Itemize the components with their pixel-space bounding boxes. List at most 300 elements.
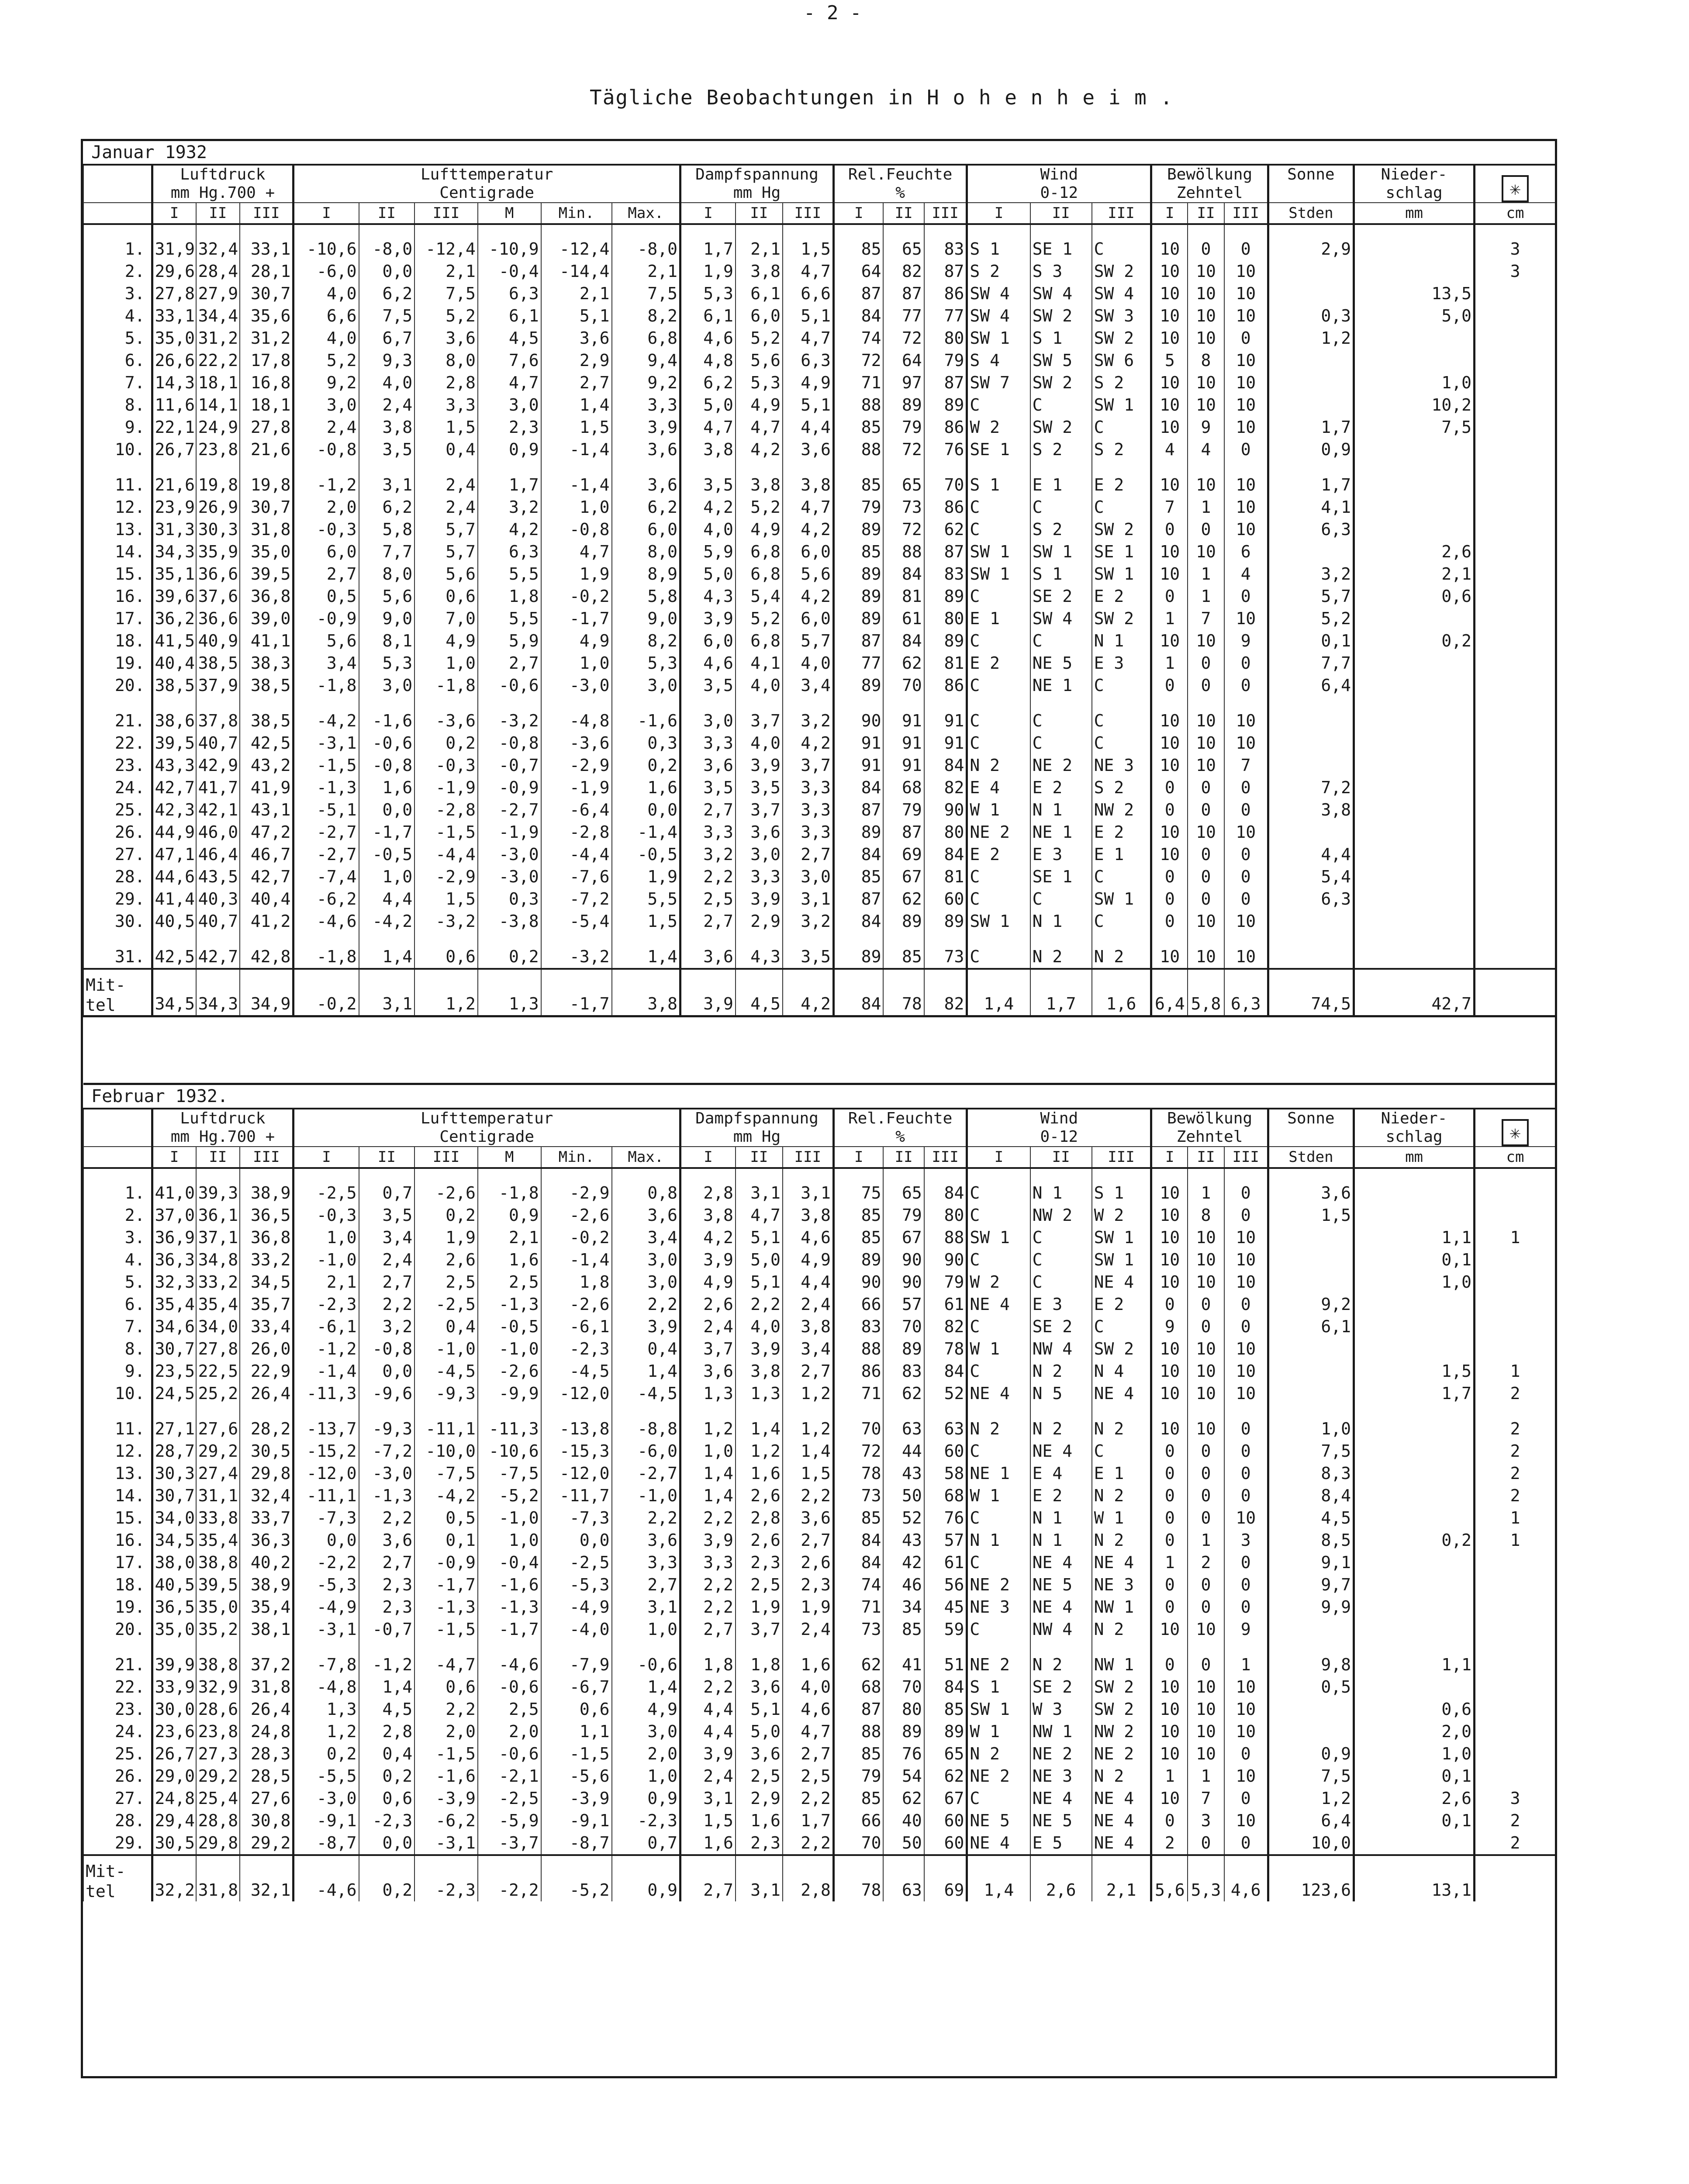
value-cell: S 2 (1092, 439, 1151, 461)
value-cell: 10 (1151, 754, 1188, 777)
day-number: 11. (83, 474, 152, 496)
value-cell: 1,4 (612, 946, 680, 969)
value-cell: 29,2 (196, 1440, 240, 1462)
day-number: 2. (83, 1204, 152, 1227)
day-number: 8. (83, 1338, 152, 1360)
value-cell: E 1 (967, 608, 1030, 630)
value-cell: 10 (1151, 1338, 1188, 1360)
value-cell: 2,0 (414, 1721, 478, 1743)
value-cell: 0,2 (414, 732, 478, 754)
value-cell: -1,4 (541, 474, 612, 496)
header-feuchte: Rel.Feuchte (833, 1109, 967, 1128)
spacer-cell (152, 1405, 196, 1418)
value-cell: 83 (924, 563, 967, 585)
value-cell: 2,2 (680, 866, 736, 888)
mittel-value: 3,1 (359, 969, 415, 1016)
mittel-value: 0,9 (612, 1855, 680, 1901)
value-cell: 0,8 (612, 1182, 680, 1204)
value-cell: 0 (1224, 1574, 1268, 1596)
value-cell (1475, 910, 1555, 933)
value-cell: -13,8 (541, 1418, 612, 1440)
day-number: 1. (83, 238, 152, 260)
spacer-cell (240, 224, 294, 238)
value-cell: 2,4 (680, 1316, 736, 1338)
value-cell: 0,0 (294, 1529, 359, 1552)
spacer-cell (478, 697, 541, 710)
value-cell: 38,8 (196, 1552, 240, 1574)
spacer-cell (967, 1168, 1030, 1182)
day-number: 3. (83, 283, 152, 305)
value-cell: -0,5 (359, 843, 415, 866)
value-cell: 89 (924, 1721, 967, 1743)
value-cell: 2,2 (359, 1293, 415, 1316)
value-cell: 6,1 (1268, 1316, 1354, 1338)
value-cell: 10 (1151, 1182, 1188, 1204)
value-cell: SW 1 (1092, 563, 1151, 585)
value-cell: 9 (1224, 1618, 1268, 1641)
value-cell: -3,2 (541, 946, 612, 969)
value-cell: 3,9 (736, 888, 783, 910)
value-cell: 2,1 (414, 260, 478, 283)
separator-cell (83, 1016, 1555, 1084)
value-cell: 10 (1224, 496, 1268, 518)
value-cell: -1,8 (478, 1182, 541, 1204)
value-cell: 3,6 (414, 327, 478, 349)
value-cell: 6,6 (294, 305, 359, 327)
spacer-row (83, 224, 1555, 238)
value-cell: 0 (1151, 1462, 1188, 1485)
value-cell (1354, 1596, 1475, 1618)
value-cell: 10 (1224, 1338, 1268, 1360)
value-cell: N 2 (1092, 1418, 1151, 1440)
value-cell: E 2 (1030, 777, 1092, 799)
spacer-cell (924, 461, 967, 474)
mittel-value: -5,2 (541, 1855, 612, 1901)
day-row (83, 1338, 1555, 1360)
value-cell: 0,5 (414, 1507, 478, 1529)
value-cell: -8,7 (294, 1832, 359, 1855)
value-cell: 80 (924, 327, 967, 349)
value-cell: 10 (1188, 732, 1224, 754)
value-cell (1475, 732, 1555, 754)
value-cell: -4,6 (478, 1654, 541, 1676)
value-cell: -0,8 (294, 439, 359, 461)
value-cell: 1,0 (541, 652, 612, 674)
day-row (83, 843, 1555, 866)
header-feuchte: Rel.Feuchte (833, 165, 967, 184)
value-cell: 40,7 (196, 732, 240, 754)
spacer-cell (680, 1641, 736, 1654)
value-cell: 9,2 (294, 372, 359, 394)
value-cell: S 2 (1030, 518, 1092, 541)
header-luftdruck_unit: mm Hg.700 + (152, 1128, 294, 1147)
value-cell: 4,7 (783, 496, 834, 518)
value-cell: 89 (833, 518, 883, 541)
value-cell: 2,8 (414, 372, 478, 394)
value-cell: 24,9 (196, 416, 240, 439)
mittel-value: 78 (833, 1855, 883, 1901)
value-cell (1354, 327, 1475, 349)
value-cell: 10,0 (1268, 1832, 1354, 1855)
value-cell: 34,6 (152, 1316, 196, 1338)
value-cell: 38,8 (196, 1654, 240, 1676)
value-cell: 6,0 (783, 608, 834, 630)
value-cell: C (967, 1440, 1030, 1462)
value-cell: SW 2 (1030, 416, 1092, 439)
value-cell: 40,5 (152, 1574, 196, 1596)
value-cell: -3,1 (294, 1618, 359, 1641)
header-day-cell (83, 1109, 152, 1128)
value-cell: 5,8 (359, 518, 415, 541)
value-cell: 16,8 (240, 372, 294, 394)
column-header: II (1188, 1147, 1224, 1168)
value-cell: 1,7 (680, 238, 736, 260)
value-cell: SW 2 (1092, 518, 1151, 541)
value-cell (1354, 888, 1475, 910)
spacer-cell (1224, 933, 1268, 946)
value-cell: 3,3 (680, 821, 736, 843)
value-cell: C (1030, 1271, 1092, 1293)
value-cell: N 1 (1030, 799, 1092, 821)
value-cell: 4,2 (783, 518, 834, 541)
value-cell: 43,1 (240, 799, 294, 821)
value-cell: -4,2 (294, 710, 359, 732)
value-cell: 5,9 (478, 630, 541, 652)
value-cell: -1,6 (478, 1574, 541, 1596)
value-cell (1354, 821, 1475, 843)
value-cell: 4,5 (1268, 1507, 1354, 1529)
column-header: III (1092, 203, 1151, 224)
value-cell: 6,4 (1268, 1810, 1354, 1832)
value-cell: 46,0 (196, 821, 240, 843)
value-cell: SW 1 (1092, 1249, 1151, 1271)
value-cell: 2,0 (478, 1721, 541, 1743)
value-cell (1354, 1182, 1475, 1204)
spacer-cell (414, 1168, 478, 1182)
day-number: 14. (83, 541, 152, 563)
value-cell: 0 (1188, 1485, 1224, 1507)
day-row (83, 1462, 1555, 1485)
spacer-cell (736, 1168, 783, 1182)
value-cell: 5,3 (736, 372, 783, 394)
spacer-cell (1092, 697, 1151, 710)
value-cell: S 2 (1092, 372, 1151, 394)
value-cell: -1,3 (478, 1293, 541, 1316)
value-cell: 39,5 (196, 1574, 240, 1596)
value-cell: -3,1 (294, 732, 359, 754)
value-cell: -5,3 (541, 1574, 612, 1596)
value-cell: -5,1 (294, 799, 359, 821)
value-cell: 73 (883, 496, 924, 518)
value-cell (1268, 1338, 1354, 1360)
value-cell: N 2 (1030, 1360, 1092, 1382)
value-cell: N 5 (1030, 1382, 1092, 1405)
value-cell: 3,6 (612, 1204, 680, 1227)
value-cell: 0 (1224, 439, 1268, 461)
value-cell: 5,3 (359, 652, 415, 674)
value-cell: 3,3 (680, 732, 736, 754)
value-cell: SE 2 (1030, 1676, 1092, 1698)
value-cell: 10 (1188, 327, 1224, 349)
value-cell: 5,0 (1354, 305, 1475, 327)
value-cell: 84 (924, 1360, 967, 1382)
value-cell: SW 2 (1030, 372, 1092, 394)
value-cell: 90 (833, 1271, 883, 1293)
value-cell: 6,0 (783, 541, 834, 563)
value-cell: 87 (833, 888, 883, 910)
value-cell: 36,3 (240, 1529, 294, 1552)
value-cell: 9,0 (612, 608, 680, 630)
day-number: 24. (83, 777, 152, 799)
spacer-cell (1268, 933, 1354, 946)
value-cell: -4,7 (414, 1654, 478, 1676)
mittel-value: 5,3 (1188, 1855, 1224, 1901)
value-cell: 42,5 (240, 732, 294, 754)
value-cell: 1,9 (680, 260, 736, 283)
value-cell: 9,8 (1268, 1654, 1354, 1676)
header-row-columns (83, 203, 1555, 224)
value-cell: 5,2 (1268, 608, 1354, 630)
value-cell: 2,1 (736, 238, 783, 260)
spacer-cell (883, 461, 924, 474)
header-day-cell (83, 1128, 152, 1147)
day-number: 6. (83, 349, 152, 372)
header-nieder: Nieder- (1354, 1109, 1475, 1128)
value-cell: -1,0 (414, 1338, 478, 1360)
day-row (83, 305, 1555, 327)
value-cell: -1,3 (294, 777, 359, 799)
value-cell: 3,5 (359, 439, 415, 461)
day-row (83, 1787, 1555, 1810)
column-header: II (1030, 203, 1092, 224)
value-cell: 19,8 (240, 474, 294, 496)
day-row (83, 238, 1555, 260)
value-cell: NE 5 (967, 1810, 1030, 1832)
value-cell: 2,1 (1354, 563, 1475, 585)
spacer-cell (240, 697, 294, 710)
value-cell (1354, 260, 1475, 283)
value-cell: -1,0 (478, 1507, 541, 1529)
value-cell: 40,4 (240, 888, 294, 910)
value-cell: 89 (833, 563, 883, 585)
value-cell: -8,0 (612, 238, 680, 260)
value-cell: 0,7 (359, 1182, 415, 1204)
value-cell: 8,4 (1268, 1485, 1354, 1507)
mittel-value: -1,7 (541, 969, 612, 1016)
value-cell: 33,9 (152, 1676, 196, 1698)
column-header: M (478, 1147, 541, 1168)
value-cell: 10 (1188, 1271, 1224, 1293)
value-cell: 87 (924, 372, 967, 394)
value-cell: 31,2 (240, 327, 294, 349)
value-cell: 10 (1151, 541, 1188, 563)
value-cell: 37,2 (240, 1654, 294, 1676)
value-cell: 2,7 (612, 1574, 680, 1596)
mittel-value: 32,2 (152, 1855, 196, 1901)
value-cell: 8,2 (612, 630, 680, 652)
value-cell: 3,0 (612, 1249, 680, 1271)
value-cell: 89 (883, 1338, 924, 1360)
value-cell: C (1030, 1249, 1092, 1271)
value-cell: -1,2 (359, 1654, 415, 1676)
value-cell: 3,0 (736, 843, 783, 866)
day-row (83, 585, 1555, 608)
value-cell (1354, 1507, 1475, 1529)
value-cell: N 2 (1092, 1618, 1151, 1641)
value-cell: 0 (1188, 866, 1224, 888)
spacer-cell (833, 1168, 883, 1182)
value-cell: -1,7 (414, 1574, 478, 1596)
value-cell: 10 (1151, 563, 1188, 585)
value-cell: -2,5 (414, 1293, 478, 1316)
value-cell: 4,7 (680, 416, 736, 439)
value-cell: 62 (924, 518, 967, 541)
value-cell: 68 (833, 1676, 883, 1698)
value-cell: 36,6 (196, 563, 240, 585)
value-cell: 2,4 (783, 1293, 834, 1316)
value-cell (1354, 652, 1475, 674)
value-cell: NE 5 (1030, 1810, 1092, 1832)
value-cell: -1,7 (541, 608, 612, 630)
value-cell: 2,2 (612, 1293, 680, 1316)
value-cell: SW 7 (967, 372, 1030, 394)
value-cell: 36,5 (240, 1204, 294, 1227)
column-header: I (294, 1147, 359, 1168)
column-header: Max. (612, 1147, 680, 1168)
value-cell: 1,4 (680, 1462, 736, 1485)
value-cell: -4,2 (414, 1485, 478, 1507)
value-cell: 5,0 (736, 1721, 783, 1743)
value-cell: -3,7 (478, 1832, 541, 1855)
value-cell: 46 (883, 1574, 924, 1596)
value-cell: 90 (833, 710, 883, 732)
value-cell: 0,3 (612, 732, 680, 754)
value-cell: -2,3 (612, 1810, 680, 1832)
value-cell (1268, 732, 1354, 754)
value-cell: 61 (924, 1552, 967, 1574)
value-cell: -6,2 (414, 1810, 478, 1832)
spacer-cell (924, 697, 967, 710)
value-cell: 44,9 (152, 821, 196, 843)
value-cell (1268, 541, 1354, 563)
value-cell: SW 2 (1092, 260, 1151, 283)
value-cell: 27,3 (196, 1743, 240, 1765)
header-luftdruck: Luftdruck (152, 165, 294, 184)
spacer-cell (680, 697, 736, 710)
value-cell: -0,9 (414, 1552, 478, 1574)
value-cell: 3,9 (612, 416, 680, 439)
value-cell: 27,1 (152, 1418, 196, 1440)
day-number: 13. (83, 1462, 152, 1485)
value-cell (1475, 799, 1555, 821)
value-cell: 35,1 (152, 563, 196, 585)
spacer-cell (152, 1168, 196, 1182)
value-cell: 33,4 (240, 1316, 294, 1338)
header-row-groups (83, 165, 1555, 184)
day-number: 20. (83, 1618, 152, 1641)
spacer-cell (924, 1405, 967, 1418)
value-cell: 68 (924, 1485, 967, 1507)
value-cell: 5,1 (736, 1271, 783, 1293)
spacer-cell (359, 1641, 415, 1654)
value-cell: 69 (883, 843, 924, 866)
value-cell: 3,5 (783, 946, 834, 969)
value-cell: 10 (1224, 732, 1268, 754)
day-row (83, 1271, 1555, 1293)
value-cell: 3,1 (783, 1182, 834, 1204)
value-cell: 1,6 (612, 777, 680, 799)
value-cell: 10 (1151, 238, 1188, 260)
value-cell: -7,2 (541, 888, 612, 910)
value-cell: -2,3 (294, 1293, 359, 1316)
value-cell: 2,5 (414, 1271, 478, 1293)
value-cell: 3,8 (1268, 799, 1354, 821)
value-cell: 27,6 (196, 1418, 240, 1440)
value-cell: -0,5 (612, 843, 680, 866)
value-cell (1475, 541, 1555, 563)
mittel-value: 5,8 (1188, 969, 1224, 1016)
mittel-value: 34,9 (240, 969, 294, 1016)
value-cell: -0,3 (414, 754, 478, 777)
value-cell: 43 (883, 1462, 924, 1485)
spacer-cell (736, 461, 783, 474)
header-dampf: Dampfspannung (680, 165, 834, 184)
value-cell (1475, 349, 1555, 372)
value-cell: -9,6 (359, 1382, 415, 1405)
header-row-units (83, 184, 1555, 203)
mittel-value: -2,2 (478, 1855, 541, 1901)
value-cell: SW 4 (1092, 283, 1151, 305)
value-cell: NE 4 (1092, 1787, 1151, 1810)
spacer-cell (833, 1405, 883, 1418)
day-number: 4. (83, 305, 152, 327)
value-cell: 2,7 (294, 563, 359, 585)
value-cell: 86 (924, 496, 967, 518)
value-cell: 5,1 (783, 305, 834, 327)
value-cell: 10 (1188, 710, 1224, 732)
value-cell: 79 (883, 416, 924, 439)
value-cell: 89 (883, 1721, 924, 1743)
value-cell: 3,1 (359, 474, 415, 496)
value-cell: SW 1 (967, 1227, 1030, 1249)
spacer-cell (196, 1405, 240, 1418)
value-cell: 9 (1188, 416, 1224, 439)
value-cell: 2,5 (783, 1765, 834, 1787)
spacer-cell (1224, 461, 1268, 474)
value-cell: 13,5 (1354, 283, 1475, 305)
value-cell (1268, 260, 1354, 283)
value-cell: -1,0 (294, 1249, 359, 1271)
value-cell: 0,0 (541, 1529, 612, 1552)
value-cell: 1,0 (1354, 1271, 1475, 1293)
spacer-cell (783, 697, 834, 710)
value-cell: N 2 (1092, 946, 1151, 969)
value-cell: 2,4 (783, 1618, 834, 1641)
value-cell: 5,4 (1268, 866, 1354, 888)
value-cell (1475, 1182, 1555, 1204)
value-cell: 2,6 (1354, 541, 1475, 563)
value-cell: NW 2 (1092, 799, 1151, 821)
value-cell: SW 4 (1030, 608, 1092, 630)
snow-icon: ✳ (1502, 175, 1529, 202)
value-cell: -6,7 (541, 1676, 612, 1698)
spacer-cell (1224, 224, 1268, 238)
spacer-cell (1268, 1405, 1354, 1418)
value-cell (1475, 946, 1555, 969)
value-cell: 39,0 (240, 608, 294, 630)
value-cell: 0 (1188, 1462, 1224, 1485)
value-cell: 2,2 (680, 1596, 736, 1618)
